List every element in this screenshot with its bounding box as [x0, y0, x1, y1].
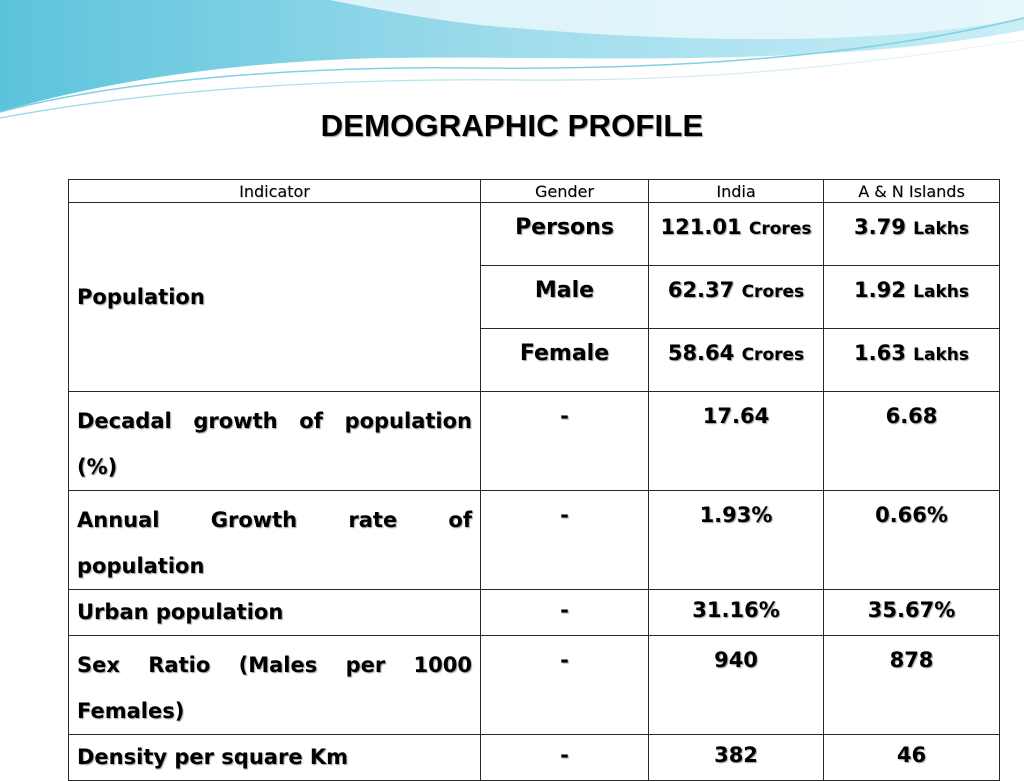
indicator-annual-growth: Annual Growth rate of population [69, 491, 481, 590]
an-value-cell: 0.66% [824, 491, 1000, 590]
page-title: DEMOGRAPHIC PROFILE [320, 108, 704, 143]
an-value-cell: 1.92 Lakhs [824, 266, 1000, 329]
table-row [69, 203, 1000, 266]
header-an-islands: A & N Islands [824, 180, 1000, 203]
india-value-cell: 17.64 [649, 392, 824, 491]
an-value-cell: 6.68 [824, 392, 1000, 491]
india-value-cell: 58.64 Crores [649, 329, 824, 392]
india-value-cell: 121.01 Crores [649, 203, 824, 266]
header-india: India [649, 180, 824, 203]
header-wave-decoration [0, 0, 1024, 120]
indicator-sex-ratio: Sex Ratio (Males per 1000 Females) [69, 636, 481, 735]
table-row [69, 735, 1000, 781]
gender-cell: Male [481, 266, 649, 329]
gender-cell: Female [481, 329, 649, 392]
table-row [69, 636, 1000, 735]
gender-cell: Persons [481, 203, 649, 266]
indicator-population: Population [69, 203, 481, 392]
gender-cell: - [481, 392, 649, 491]
gender-cell: - [481, 491, 649, 590]
table-row [69, 590, 1000, 636]
gender-cell: - [481, 636, 649, 735]
india-value-cell: 31.16% [649, 590, 824, 636]
an-value-cell: 35.67% [824, 590, 1000, 636]
india-value-cell: 940 [649, 636, 824, 735]
an-value-cell: 878 [824, 636, 1000, 735]
header-indicator: Indicator [69, 180, 481, 203]
table-row [69, 392, 1000, 491]
indicator-urban-population: Urban population [69, 590, 481, 636]
table-header-row [69, 180, 1000, 203]
india-value-cell: 382 [649, 735, 824, 781]
india-value-cell: 1.93% [649, 491, 824, 590]
gender-cell: - [481, 590, 649, 636]
table-row [69, 491, 1000, 590]
indicator-density: Density per square Km [69, 735, 481, 781]
an-value-cell: 46 [824, 735, 1000, 781]
an-value-cell: 3.79 Lakhs [824, 203, 1000, 266]
india-value-cell: 62.37 Crores [649, 266, 824, 329]
an-value-cell: 1.63 Lakhs [824, 329, 1000, 392]
header-gender: Gender [481, 180, 649, 203]
gender-cell: - [481, 735, 649, 781]
demographic-table [68, 179, 1000, 781]
indicator-decadal-growth: Decadal growth of population (%) [69, 392, 481, 491]
